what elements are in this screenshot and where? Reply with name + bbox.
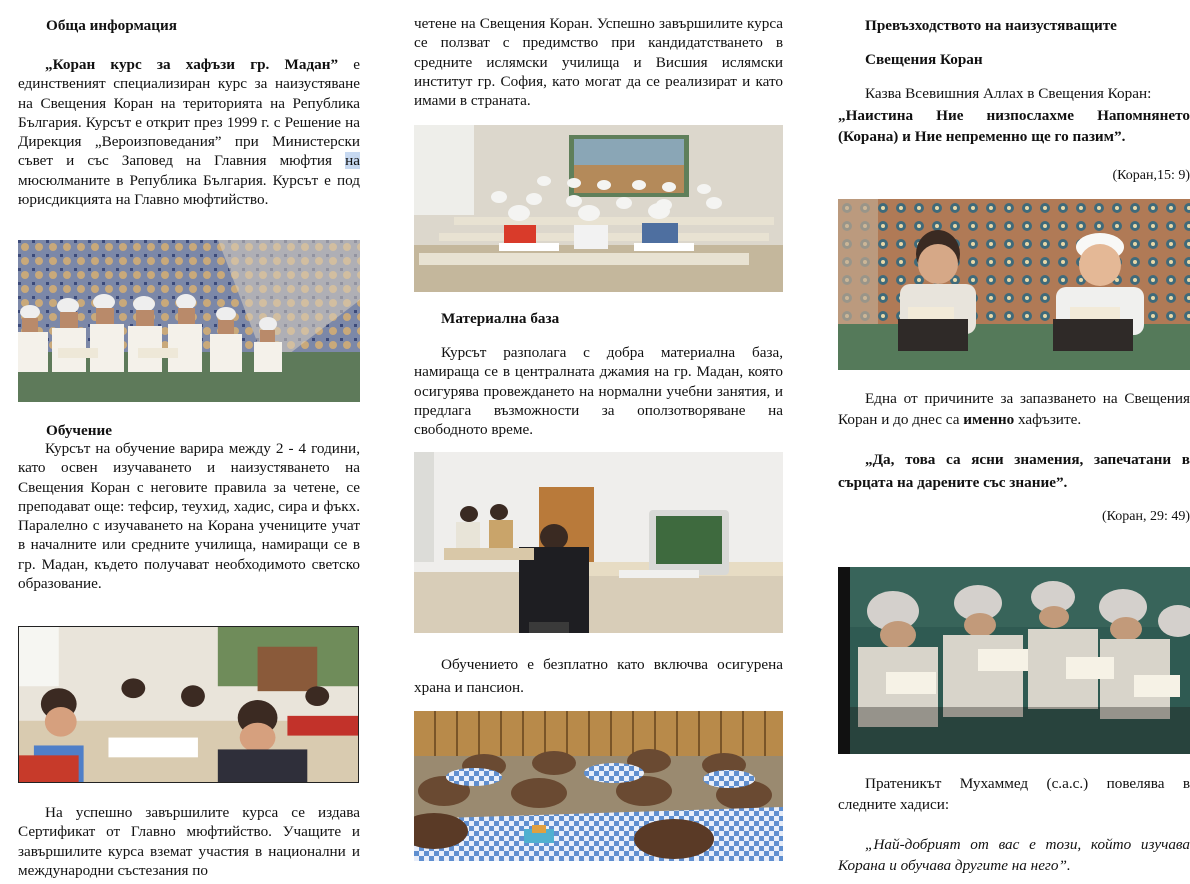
continued-paragraph: четене на Свещения Коран. Успешно завършилите курса се ползват с предимство при кандидатстването в средните ислямски училища и Висшия ислямски институт гр. София, като могат да се реализират и като имами в страната.	[414, 15, 783, 110]
heading-excellence: Превъзходството на наизустяващите	[865, 17, 1117, 34]
course-name: „Коран курс за хафъзи гр. Мадан”	[45, 56, 339, 73]
reference-2: (Коран, 29: 49)	[1101, 509, 1190, 524]
prophet-paragraph: Пратеникът Мухаммед (с.а.с.) повелява в следните хадиси:	[838, 775, 1190, 813]
quote-1: „Наистина Ние низпослахме Напомнянето (Корана) и Ние непременно ще го пазим”.	[838, 107, 1190, 145]
photo-students-classroom	[18, 626, 359, 783]
allah-says: Казва Всевишния Аллах в Свещения Коран:	[865, 85, 1152, 102]
photo-boys-reading	[838, 199, 1190, 370]
heading-holy-quran: Свещения Коран	[865, 51, 983, 68]
heading-training: Обучение	[46, 422, 112, 439]
heading-general-info: Обща информация	[46, 17, 177, 34]
heading-material-base: Материална база	[441, 310, 560, 327]
reason-emphasis: именно	[963, 411, 1015, 428]
intro-text-a: е единственият специализиран курс за наизустяване на Свещения Коран на територията на Република България. Курсът е открит през 1999 г. с Решение на Дирекция „Вероизповедания” при Министерски съвет и със Заповед на Главния мюфтия	[18, 56, 361, 170]
photo-leisure-hall	[414, 711, 783, 861]
material-base-paragraph: Курсът разполага с добра материална база, намираща се в централната джамия на гр. Мадан, която осигурява провеждането на нормални учебни занятия, и предлага възможности за оползотворяване на свободното време.	[414, 344, 783, 439]
reference-1: (Коран,15: 9)	[1112, 168, 1190, 183]
quote-2: „Да, това са ясни знамения, запечатани в сърцата на дарените със знание”.	[838, 451, 1190, 491]
photo-computer-room	[414, 452, 783, 633]
free-paragraph: Обучението е безплатно като включва осигурена храна и пансион.	[414, 656, 783, 696]
intro-text-b: мюсюлманите в Република България. Курсът е под юрисдикцията на Главно мюфтийство.	[18, 171, 360, 209]
photo-students-mosque	[18, 240, 360, 402]
reason-text-b: хафъзите.	[1014, 411, 1082, 428]
training-paragraph: Курсът на обучение варира между 2 - 4 години, като освен изучаването и наизустяването на Свещения Коран с неговите правила за четене, се преподават още: тефсир, теухид, хадис, сира и фъкх. Паралелно с изучаването на Корана учениците учат в началните или средните училища, намиращи се в гр. Мадан, където получават необходимото светско образование.	[18, 440, 360, 593]
certificate-paragraph: На успешно завършилите курса се издава Сертификат от Главно мюфтийство. Учащите и завършилите курса вземат участия в национални и международни състезания по	[18, 804, 360, 879]
hadith-quote: „Най-добрият от вас е този, който изучава Корана и обучава другите на него”.	[838, 836, 1190, 874]
photo-boys-studying	[838, 567, 1190, 754]
reason-paragraph	[838, 388, 1190, 430]
photo-classroom-rows	[414, 125, 783, 292]
reason-text-a: Една от причините за запазването на Свещения Коран и до днес са	[838, 390, 1190, 428]
selected-word[interactable]: на	[345, 152, 360, 170]
intro-paragraph	[18, 55, 360, 209]
